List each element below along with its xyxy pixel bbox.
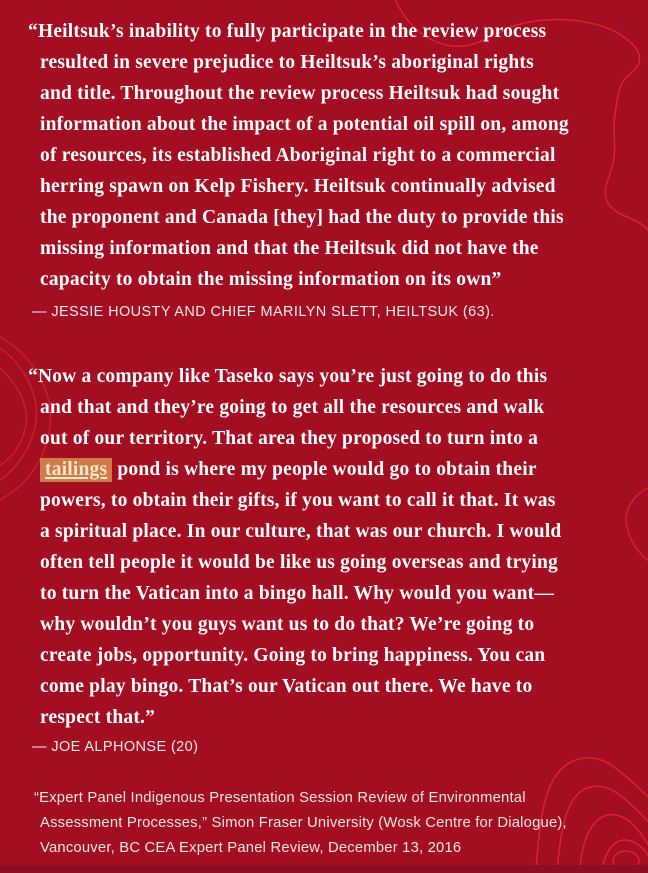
text-line: respect that.”: [40, 707, 156, 728]
text-line: powers, to obtain their gifts, if you want to call it that. It was: [40, 490, 556, 511]
text-line: to turn the Vatican into a bingo hall. Why would you want—: [40, 583, 555, 604]
text-line: Assessment Processes,” Simon Fraser University (Wosk Centre for Dialogue),: [40, 815, 567, 831]
text-line: tailings pond is where my people would go to obtain their: [40, 454, 634, 485]
text-line: of resources, its established Aboriginal right to a commercial: [40, 145, 556, 166]
quote-attribution-alphonse: — JOE ALPHONSE (20): [32, 739, 199, 755]
text-line: come play bingo. That’s our Vatican out there. We have to: [40, 676, 533, 697]
quote-block-heiltsuk: [0, 16, 648, 322]
page-bottom-bar: [0, 865, 648, 873]
text-line: herring spawn on Kelp Fishery. Heiltsuk continually advised: [40, 176, 556, 197]
text-line: often tell people it would be like us going overseas and trying: [40, 552, 558, 573]
text-line: create jobs, opportunity. Going to bring happiness. You can: [40, 645, 546, 666]
quote-block-alphonse: [0, 361, 648, 757]
text-line: capacity to obtain the missing information on its own”: [40, 269, 502, 290]
text-line: the proponent and Canada [they] had the duty to provide this: [40, 207, 564, 228]
text-line: and that and they’re going to get all the resources and walk: [40, 397, 545, 418]
quote-text-heiltsuk: [28, 16, 634, 295]
text-line: resulted in severe prejudice to Heiltsuk’s aboriginal rights: [40, 52, 534, 73]
text-line: and title. Throughout the review process Heiltsuk had sought: [40, 83, 560, 104]
text-line: “Now a company like Taseko says you’re just going to do this: [28, 366, 548, 387]
text-line: a spiritual place. In our culture, that was our church. I would: [40, 521, 562, 542]
text-line: “Heiltsuk’s inability to fully participate in the review process: [28, 21, 547, 42]
glossary-term-highlight[interactable]: tailings: [40, 458, 112, 482]
text-line: out of our territory. That area they proposed to turn into a: [40, 428, 539, 449]
quote-attribution-heiltsuk: — JESSIE HOUSTY AND CHIEF MARILYN SLETT, HEILTSUK (63).: [32, 304, 495, 320]
text-line: Vancouver, BC CEA Expert Panel Review, December 13, 2016: [40, 840, 462, 856]
quote-text-alphonse: [28, 361, 634, 733]
source-citation: [0, 786, 648, 861]
text-line: information about the impact of a potential oil spill on, among: [40, 114, 569, 135]
text-line: why wouldn’t you guys want us to do that? We’re going to: [40, 614, 535, 635]
text-line: “Expert Panel Indigenous Presentation Session Review of Environmental: [34, 790, 526, 806]
text-line: missing information and that the Heiltsuk did not have the: [40, 238, 539, 259]
